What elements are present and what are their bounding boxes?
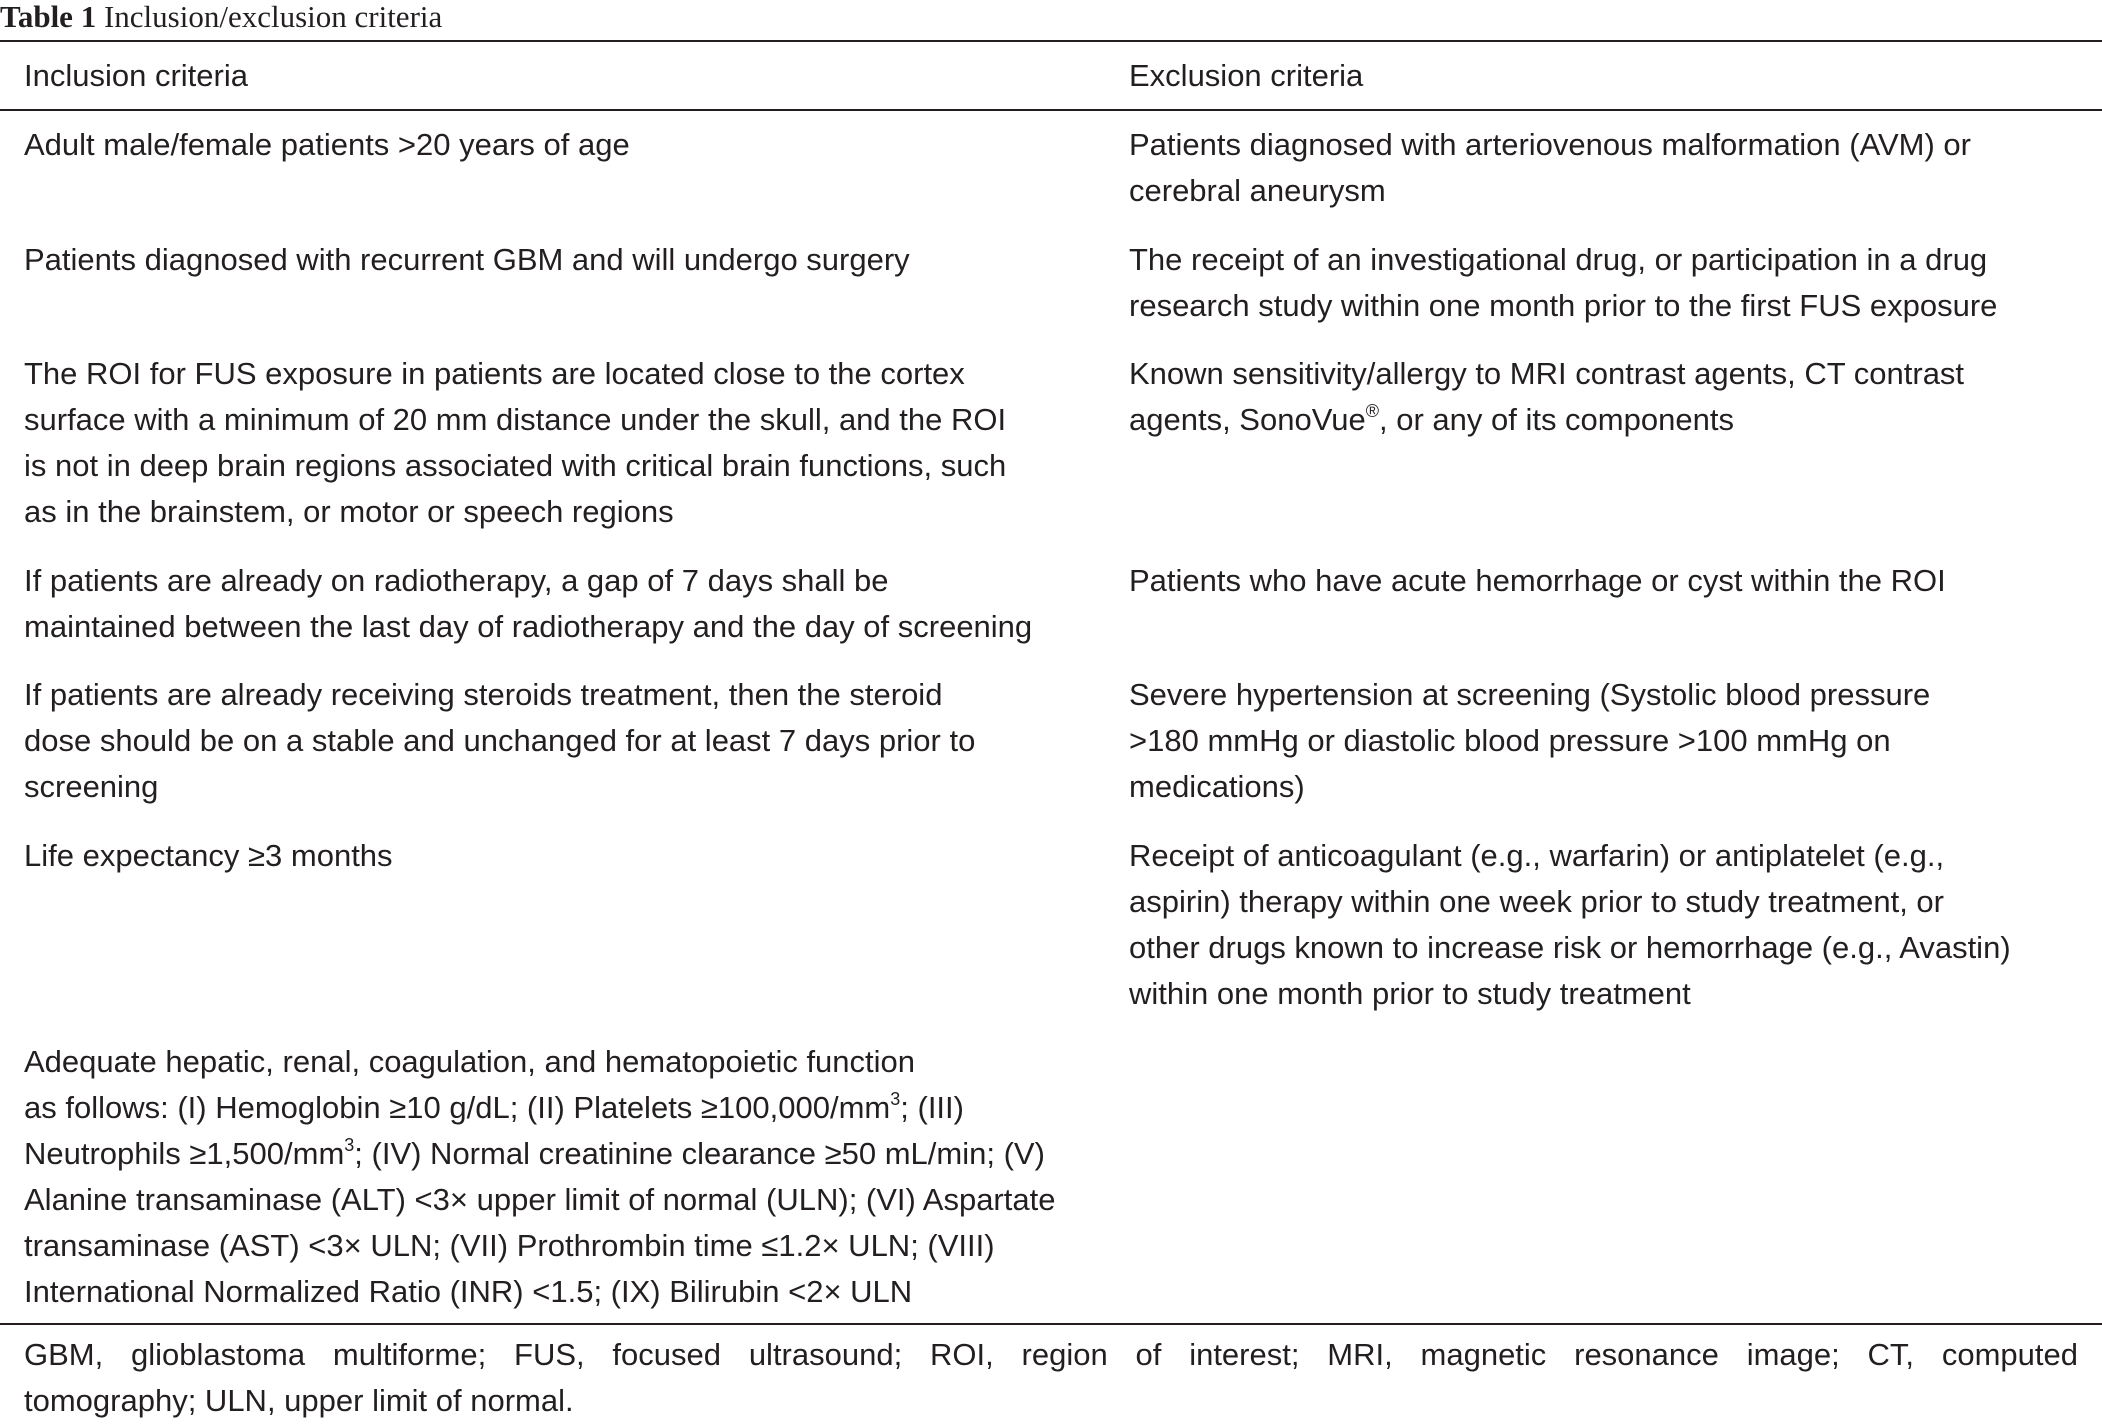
text-line: dose should be on a stable and unchanged for at least 7 days prior to: [24, 723, 976, 758]
text-fragment: ; (III): [900, 1090, 964, 1125]
text-line: [24, 1085, 1055, 1131]
table-top-rule: [0, 40, 2102, 42]
text-line: is not in deep brain regions associated with critical brain functions, such: [24, 448, 1007, 483]
text-line: Patients diagnosed with recurrent GBM and will undergo surgery: [24, 242, 910, 277]
text-line: transaminase (AST) <3× ULN; (VII) Prothrombin time ≤1.2× ULN; (VIII): [24, 1228, 995, 1263]
header-inclusion: [24, 53, 248, 99]
text-line: International Normalized Ratio (INR) <1.5; (IX) Bilirubin <2× ULN: [24, 1274, 913, 1309]
row-1-exclusion: [1129, 122, 1971, 214]
text-line: If patients are already on radiotherapy, a gap of 7 days shall be: [24, 563, 889, 598]
row-5-exclusion: [1129, 672, 1930, 810]
text-line: Alanine transaminase (ALT) <3× upper limit of normal (ULN); (VI) Aspartate: [24, 1182, 1056, 1217]
row-6-inclusion: [24, 833, 393, 879]
row-3-inclusion: [24, 351, 1006, 535]
text-line: screening: [24, 769, 159, 804]
text-line: The ROI for FUS exposure in patients are located close to the cortex: [24, 356, 965, 391]
row-6-exclusion: [1129, 833, 2011, 1017]
text-fragment: , or any of its components: [1378, 402, 1734, 437]
superscript: 3: [344, 1135, 355, 1155]
text-line: maintained between the last day of radiotherapy and the day of screening: [24, 609, 1033, 644]
text-line: If patients are already receiving steroids treatment, then the steroid: [24, 677, 943, 712]
text-line: [24, 1131, 1055, 1177]
table-footnote: [24, 1332, 2078, 1424]
text-line: Known sensitivity/allergy to MRI contrast agents, CT contrast: [1129, 356, 1965, 391]
table-caption: [0, 0, 442, 34]
header-exclusion: [1129, 53, 1363, 99]
text-line: research study within one month prior to the first FUS exposure: [1129, 288, 1998, 323]
row-2-exclusion: [1129, 237, 1997, 329]
row-2-inclusion: [24, 237, 910, 283]
text-line: Patients who have acute hemorrhage or cyst within the ROI: [1129, 563, 1946, 598]
text-line: >180 mmHg or diastolic blood pressure >100 mmHg on: [1129, 723, 1891, 758]
text-line: [1129, 397, 1964, 443]
text-fragment: ; (IV) Normal creatinine clearance ≥50 mL/min; (V): [354, 1136, 1045, 1171]
table-caption-text: Inclusion/exclusion criteria: [103, 0, 443, 34]
text-line: Adequate hepatic, renal, coagulation, and hematopoietic function: [24, 1044, 916, 1079]
footnote-line: GBM, glioblastoma multiforme; FUS, focused ultrasound; ROI, region of interest; MRI, magnetic resonance image; CT, computed: [24, 1337, 2078, 1372]
text-fragment: agents, SonoVue: [1129, 402, 1366, 437]
text-line: Receipt of anticoagulant (e.g., warfarin) or antiplatelet (e.g.,: [1129, 838, 1945, 873]
text-line: The receipt of an investigational drug, or participation in a drug: [1129, 242, 1988, 277]
text-line: Patients diagnosed with arteriovenous malformation (AVM) or: [1129, 127, 1971, 162]
text-line: within one month prior to study treatment: [1129, 976, 1691, 1011]
text-line: aspirin) therapy within one week prior to study treatment, or: [1129, 884, 1944, 919]
text-line: cerebral aneurysm: [1129, 173, 1386, 208]
text-line: medications): [1129, 769, 1305, 804]
text-line: other drugs known to increase risk or hemorrhage (e.g., Avastin): [1129, 930, 2011, 965]
text-line: Adult male/female patients >20 years of age: [24, 127, 630, 162]
text-line: Life expectancy ≥3 months: [24, 838, 393, 873]
text-line: Severe hypertension at screening (Systolic blood pressure: [1129, 677, 1931, 712]
text-fragment: Neutrophils ≥1,500/mm: [24, 1136, 345, 1171]
table-bottom-rule: [0, 1323, 2102, 1325]
row-5-inclusion: [24, 672, 975, 810]
header-bottom-rule: [0, 109, 2102, 111]
text-line: surface with a minimum of 20 mm distance under the skull, and the ROI: [24, 402, 1007, 437]
header-inclusion-label: Inclusion criteria: [24, 58, 248, 93]
table-caption-label: Table 1: [0, 0, 97, 34]
text-line: as in the brainstem, or motor or speech regions: [24, 494, 674, 529]
row-7-inclusion: [24, 1039, 1055, 1315]
row-4-inclusion: [24, 558, 1032, 650]
footnote-line: tomography; ULN, upper limit of normal.: [24, 1383, 574, 1418]
row-3-exclusion: [1129, 351, 1964, 443]
registered-mark: ®: [1365, 401, 1379, 421]
row-4-exclusion: [1129, 558, 1946, 604]
header-exclusion-label: Exclusion criteria: [1129, 58, 1364, 93]
superscript: 3: [890, 1089, 901, 1109]
row-1-inclusion: [24, 122, 630, 168]
text-fragment: as follows: (I) Hemoglobin ≥10 g/dL; (II) Platelets ≥100,000/mm: [24, 1090, 891, 1125]
